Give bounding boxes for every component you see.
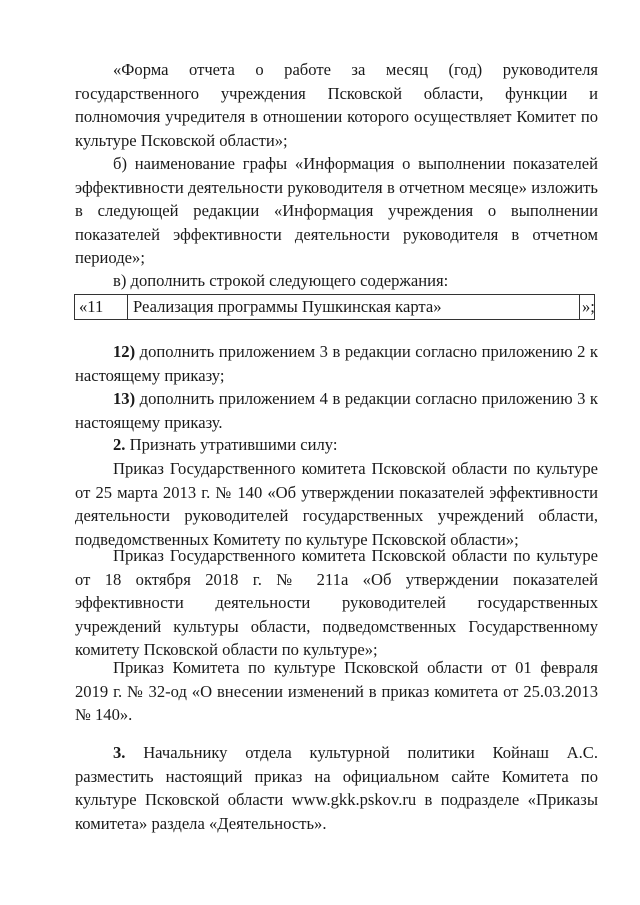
table-cell-number: «11 (75, 295, 128, 319)
paragraph-order-211a: Приказ Государственного комитета Псковской области по культуре от 18 октября 2018 г. № 211а «Об утверждении показателей эффективности деятельности руководителей государственных учреждений культуры области, подведомственных Государственному комитету Псковской области по культуре»; (75, 546, 598, 659)
paragraph-3 (75, 741, 598, 835)
item-number-2: 2. (113, 435, 126, 454)
paragraph-form-title: «Форма отчета о работе за месяц (год) руководителя государственного учреждения Псковской области, функции и полномочия учредителя в отношении которого осуществляет Комитет по культуре Псковской области»; (75, 60, 598, 150)
item-number-3: 3. (113, 743, 126, 762)
item-text-3: Начальнику отдела культурной политики Койнаш А.С. разместить настоящий приказ на официальном сайте Комитета по культуре Псковской области www.gkk.pskov.ru в подразделе «Приказы комитета» раздела «Деятельность». (75, 743, 598, 833)
item-number-13: 13) (113, 389, 136, 408)
item-text-12: дополнить приложением 3 в редакции согласно приложению 2 к настоящему приказу; (75, 342, 598, 385)
paragraph-order-140: Приказ Государственного комитета Псковской области по культуре от 25 марта 2013 г. № 140 «Об утверждении показателей эффективности деятельности руководителей государственных учреждений области, подведомственных Комитету по культуре Псковской области»; (75, 459, 598, 549)
item-number-12: 12) (113, 342, 136, 361)
paragraph-b-column-name: б) наименование графы «Информация о выполнении показателей эффективности деятельности руководителя в отчетном месяце» изложить в следующей редакции «Информация учреждения о выполнении показателей эффективности деятельности руководителя в отчетном периоде»; (75, 154, 598, 267)
item-text-13: дополнить приложением 4 в редакции согласно приложению 3 к настоящему приказу. (75, 389, 598, 432)
item-text-2: Признать утратившими силу: (125, 435, 338, 454)
paragraph-13 (75, 387, 598, 434)
paragraph-v-add-row: в) дополнить строкой следующего содержания: (113, 271, 449, 290)
paragraph-12 (75, 340, 598, 387)
added-row-table (74, 294, 595, 320)
paragraph-order-32od: Приказ Комитета по культуре Псковской области от 01 февраля 2019 г. № 32-од «О внесении изменений в приказ комитета от 25.03.2013 № 140». (75, 658, 598, 724)
table-cell-text: Реализация программы Пушкинская карта» (128, 295, 580, 319)
paragraph-2 (75, 433, 598, 457)
table-cell-end: »; (582, 297, 595, 316)
